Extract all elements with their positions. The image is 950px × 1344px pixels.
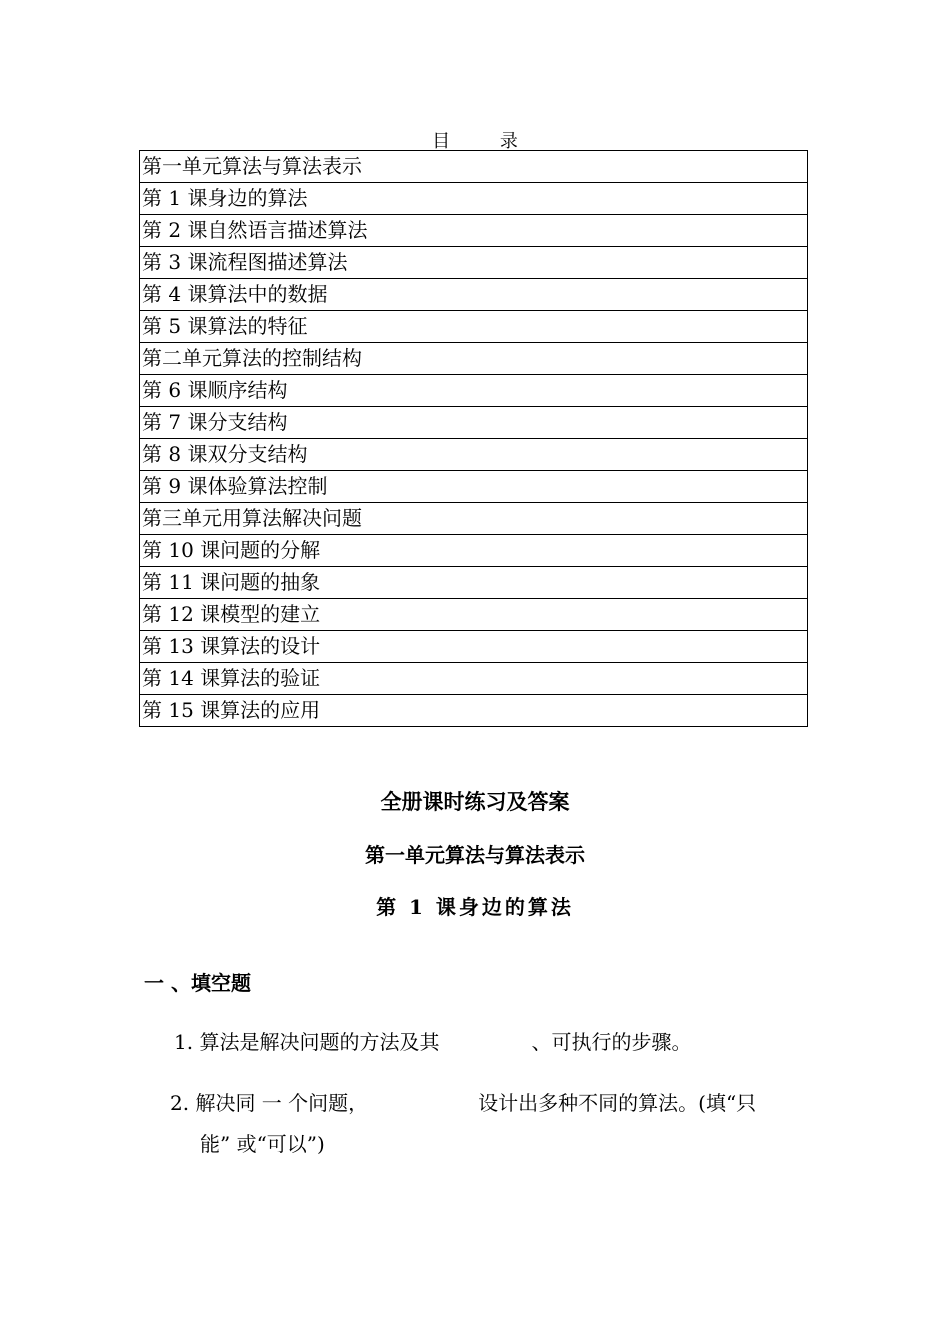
toc-item: 第 5 课算法的特征	[140, 311, 808, 343]
section-title: 一 、填空题	[144, 971, 251, 995]
toc-row	[140, 439, 808, 471]
toc-row	[140, 631, 808, 663]
toc-item: 第 8 课双分支结构	[140, 439, 808, 471]
toc-row	[140, 247, 808, 279]
unit-heading: 第一单元算法与算法表示	[365, 843, 585, 867]
toc-row	[140, 503, 808, 535]
toc-item: 第 10 课问题的分解	[140, 535, 808, 567]
toc-row	[140, 599, 808, 631]
toc-row	[140, 407, 808, 439]
toc-table	[139, 150, 808, 727]
toc-row	[140, 471, 808, 503]
question-1	[174, 1026, 691, 1055]
question-2-text-after: 设计出多种不同的算法。(填“只	[478, 1091, 757, 1115]
toc-item: 第 4 课算法中的数据	[140, 279, 808, 311]
question-2	[170, 1087, 756, 1116]
toc-item: 第 14 课算法的验证	[140, 663, 808, 695]
toc-item: 第三单元用算法解决问题	[140, 503, 808, 535]
toc-row	[140, 695, 808, 727]
question-2-text-before: 2. 解决同 一 个问题，	[170, 1091, 369, 1115]
toc-item: 第二单元算法的控制结构	[140, 343, 808, 375]
toc-title: 目 录	[432, 131, 540, 152]
toc-row	[140, 151, 808, 183]
toc-item: 第 2 课自然语言描述算法	[140, 215, 808, 247]
toc-item: 第 1 课身边的算法	[140, 183, 808, 215]
toc-row	[140, 663, 808, 695]
toc-item: 第 7 课分支结构	[140, 407, 808, 439]
toc-row	[140, 535, 808, 567]
lesson-heading: 第 1 课身边的算法	[376, 895, 574, 919]
toc-row	[140, 375, 808, 407]
toc-item: 第 12 课模型的建立	[140, 599, 808, 631]
toc-item: 第 15 课算法的应用	[140, 695, 808, 727]
main-heading: 全册课时练习及答案	[380, 789, 570, 814]
toc-item: 第 13 课算法的设计	[140, 631, 808, 663]
toc-row	[140, 279, 808, 311]
toc-row	[140, 311, 808, 343]
toc-item: 第 11 课问题的抽象	[140, 567, 808, 599]
toc-item: 第一单元算法与算法表示	[140, 151, 808, 183]
question-2-continuation: 能” 或“可以”)	[200, 1132, 325, 1156]
question-1-text-after: 、可执行的步骤。	[531, 1030, 692, 1054]
toc-row	[140, 183, 808, 215]
question-1-text-before: 1. 算法是解决问题的方法及其	[174, 1030, 440, 1054]
toc-row	[140, 343, 808, 375]
toc-item: 第 3 课流程图描述算法	[140, 247, 808, 279]
toc-row	[140, 567, 808, 599]
toc-row	[140, 215, 808, 247]
toc-item: 第 9 课体验算法控制	[140, 471, 808, 503]
toc-item: 第 6 课顺序结构	[140, 375, 808, 407]
